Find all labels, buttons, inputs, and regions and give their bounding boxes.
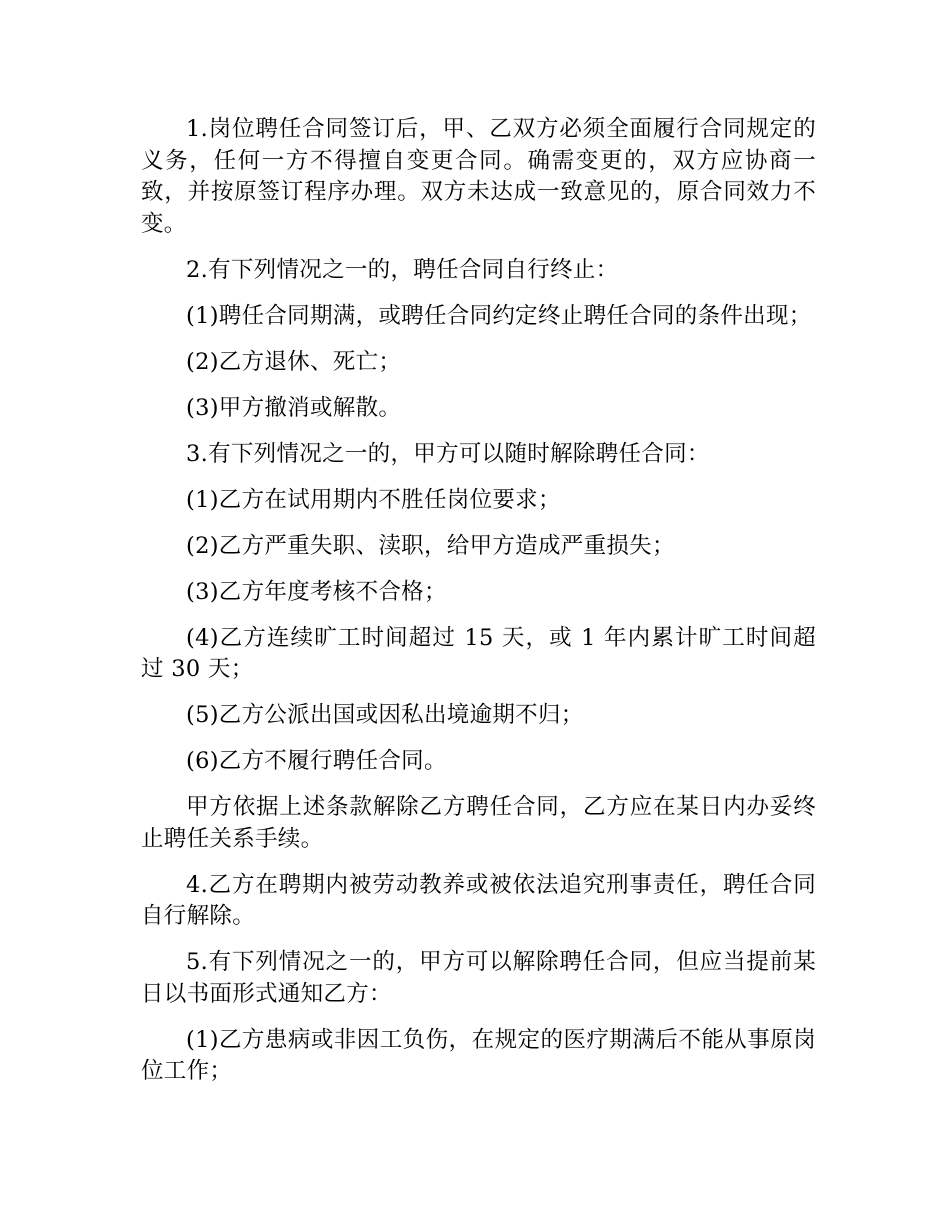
paragraph-6: 3.有下列情况之一的，甲方可以随时解除聘任合同： xyxy=(186,440,710,467)
paragraph-4: (2)乙方退休、死亡； xyxy=(186,348,402,375)
document-body xyxy=(141,114,816,1102)
paragraph-7: (1)乙方在试用期内不胜任岗位要求； xyxy=(186,486,561,513)
paragraph-12: (6)乙方不履行聘任合同。 xyxy=(186,748,447,774)
paragraph-2: 2.有下列情况之一的，聘任合同自行终止： xyxy=(186,256,619,283)
paragraph-3: (1)聘任合同期满，或聘任合同约定终止聘任合同的条件出现； xyxy=(186,302,812,329)
paragraph-16: (1)乙方患病或非因工负伤，在规定的医疗期满后不能从事原岗位工作； xyxy=(141,1026,816,1084)
paragraph-10: (4)乙方连续旷工时间超过 15 天，或 1 年内累计旷工时间超过 30 天； xyxy=(141,624,816,682)
paragraph-15: 5.有下列情况之一的，甲方可以解除聘任合同，但应当提前某日以书面形式通知乙方： xyxy=(141,949,816,1007)
paragraph-14: 4.乙方在聘期内被劳动教养或被依法追究刑事责任，聘任合同自行解除。 xyxy=(141,871,816,929)
paragraph-11: (5)乙方公派出国或因私出境逾期不归； xyxy=(186,702,584,728)
paragraph-5: (3)甲方撤消或解散。 xyxy=(186,394,402,421)
paragraph-13: 甲方依据上述条款解除乙方聘任合同，乙方应在某日内办妥终止聘任关系手续。 xyxy=(141,794,816,852)
paragraph-1: 1.岗位聘任合同签订后，甲、乙双方必须全面履行合同规定的义务，任何一方不得擅自变更合同。确需变更的，双方应协商一致，并按原签订程序办理。双方未达成一致意见的，原合同效力不变。 xyxy=(141,116,816,237)
paragraph-9: (3)乙方年度考核不合格； xyxy=(186,578,447,605)
paragraph-8: (2)乙方严重失职、渎职，给甲方造成严重损失； xyxy=(186,532,675,559)
